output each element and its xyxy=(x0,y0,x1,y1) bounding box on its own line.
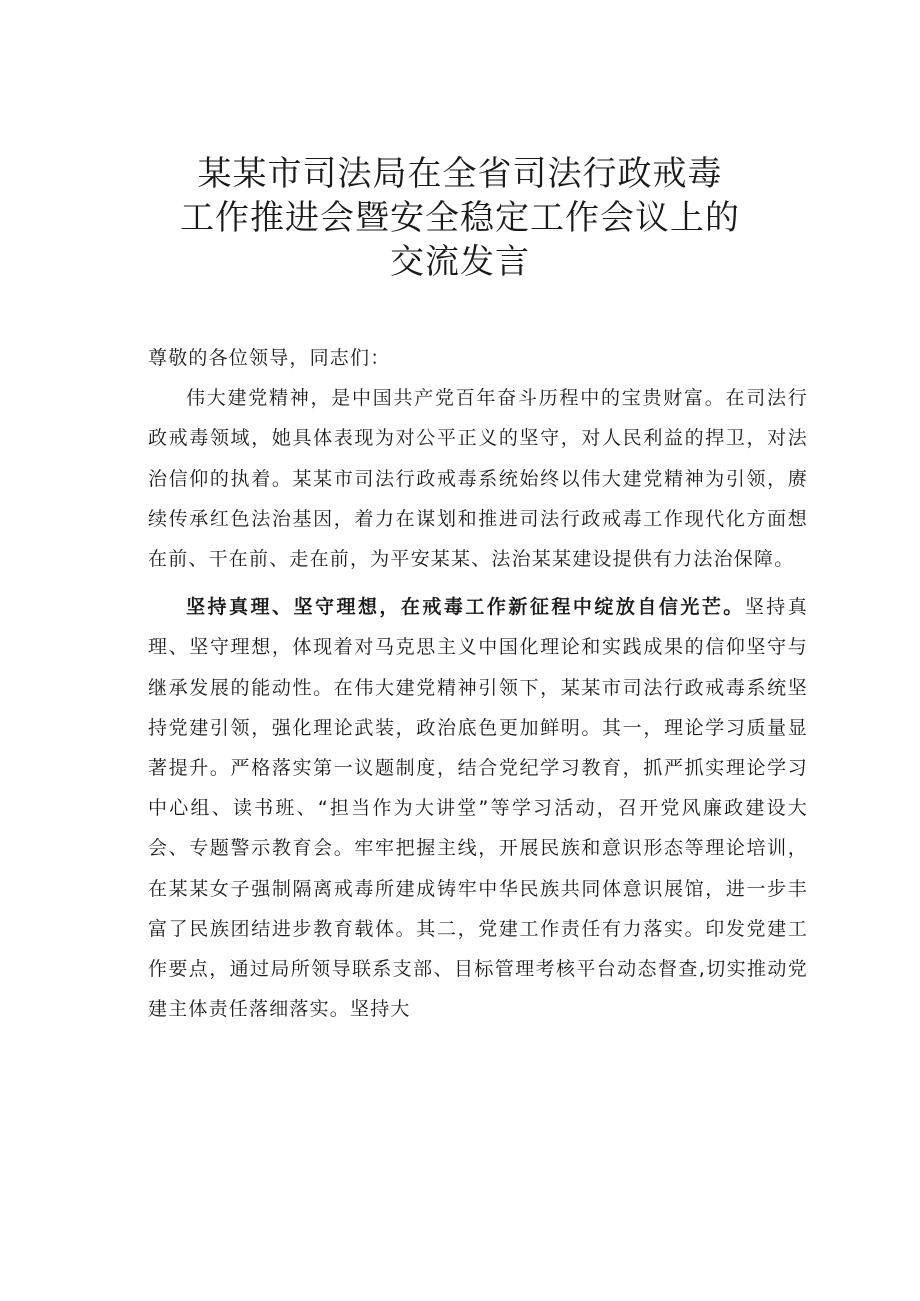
salutation: 尊敬的各位领导，同志们： xyxy=(148,347,391,369)
paragraph-2 xyxy=(148,587,808,1029)
title-line-3: 交流发言 xyxy=(390,242,530,282)
paragraph-1 xyxy=(148,378,808,579)
title-line-1: 某某市司法局在全省司法行政戒毒 xyxy=(197,154,723,194)
title-line-2: 工作推进会暨安全稳定工作会议上的 xyxy=(180,198,740,238)
document-body xyxy=(148,338,808,1029)
paragraph-2-text: 坚持真理、坚守理想，体现着对马克思主义中国化理论和实践成果的信仰坚守与继承发展的能动性。在伟大建党精神引领下，某某市司法行政戒毒系统坚持党建引领，强化理论武装，政治底色更加鲜明。其一，理论学习质量显著提升。严格落实第一议题制度，结合党纪学习教育，抓严抓实理论学习中心组、读书班、“担当作为大讲堂”等学习活动，召开党风廉政建设大会、专题警示教育会。牢牢把握主线，开展民族和意识形态等理论培训，在某某女子强制隔离戒毒所建成铸牢中华民族共同体意识展馆，进一步丰富了民族团结进步教育载体。其二，党建工作责任有力落实。印发党建工作要点，通过局所领导联系支部、目标管理考核平台动态督查,切实推动党建主体责任落细落实。坚持大 xyxy=(148,596,808,1021)
paragraph-2-bold-lead: 坚持真理、坚守理想，在戒毒工作新征程中绽放自信光芒。 xyxy=(186,596,745,619)
paragraph-1-text: 伟大建党精神，是中国共产党百年奋斗历程中的宝贵财富。在司法行政戒毒领域，她具体表现为对公平正义的坚守，对人民利益的捍卫，对法治信仰的执着。某某市司法行政戒毒系统始终以伟大建党精神为引领，赓续传承红色法治基因，着力在谋划和推进司法行政戒毒工作现代化方面想在前、干在前、走在前，为平安某某、法治某某建设提供有力法治保障。 xyxy=(148,387,808,571)
document-title xyxy=(120,152,800,284)
